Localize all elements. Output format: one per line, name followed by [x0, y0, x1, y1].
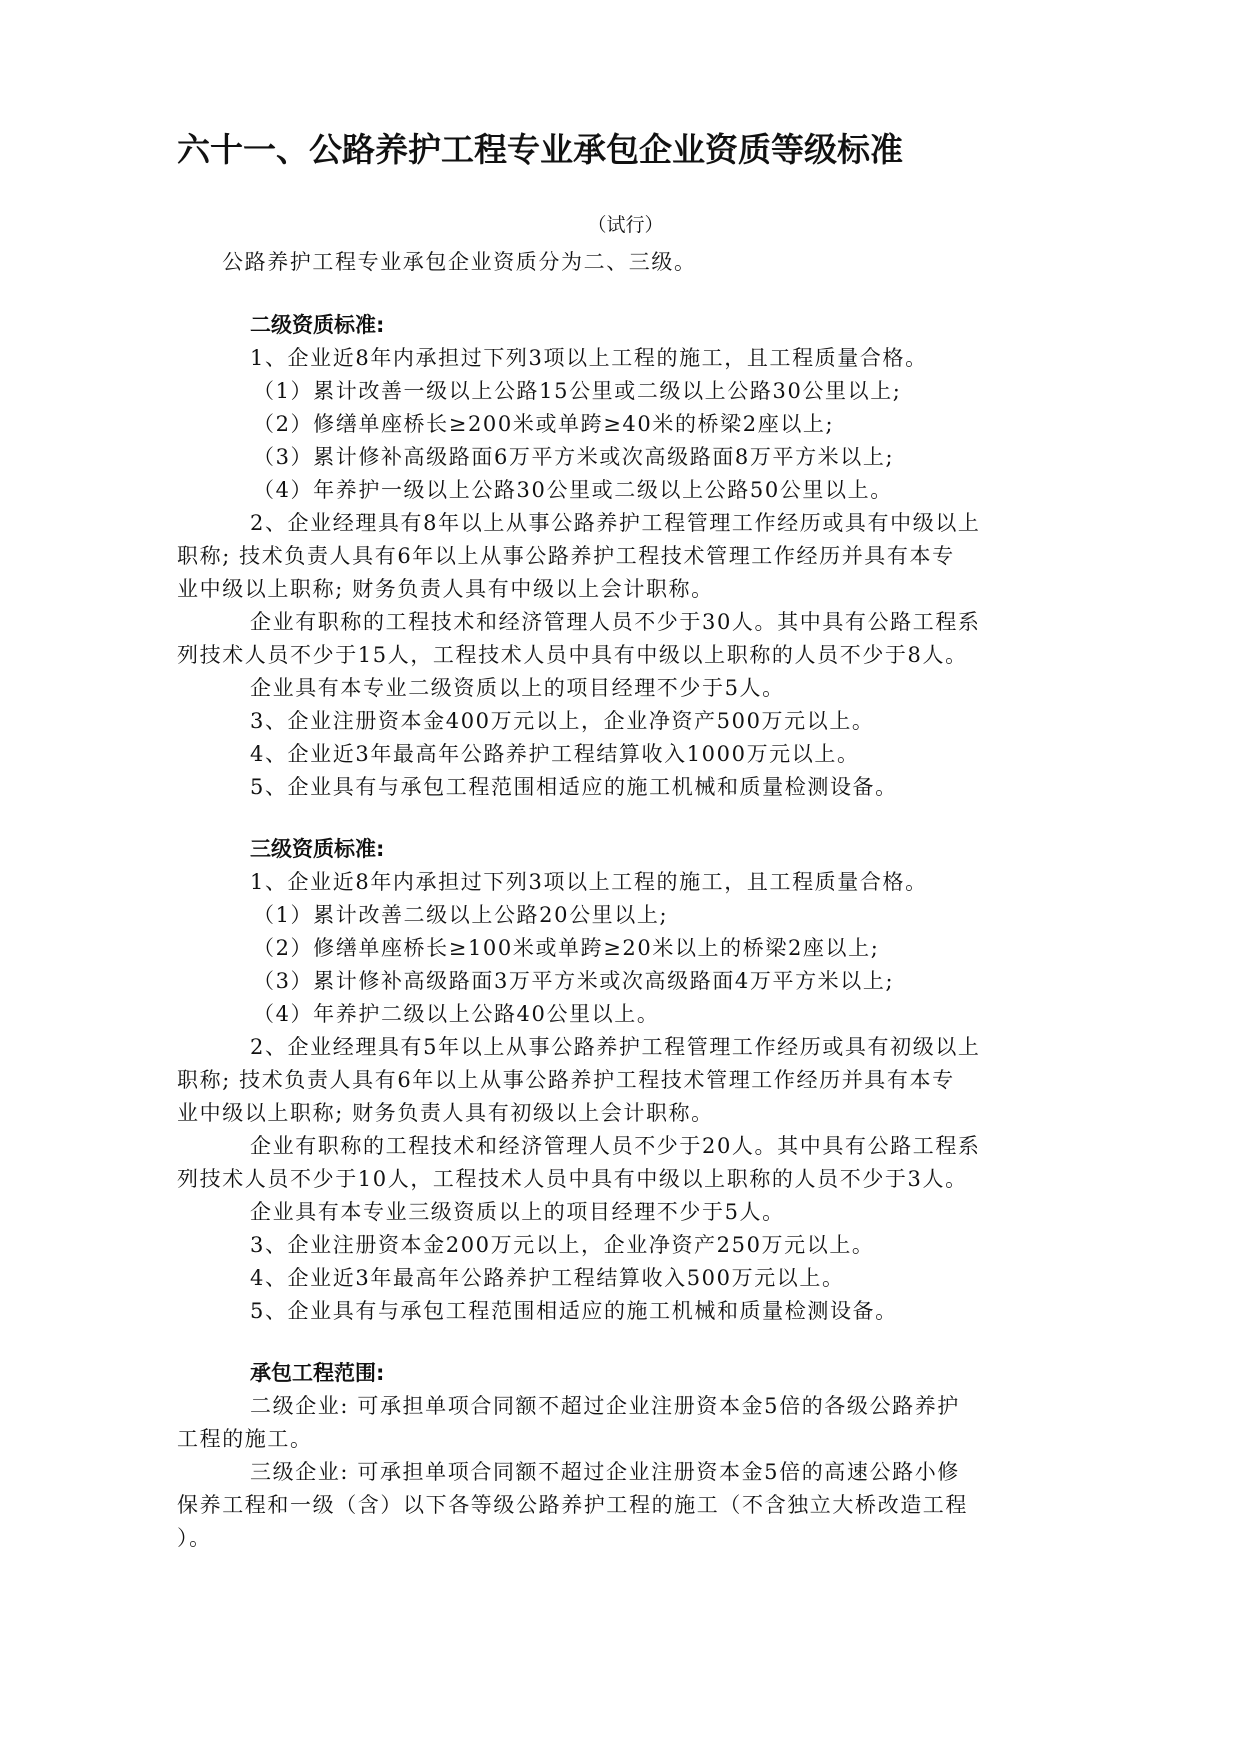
level2-line: 2、企业经理具有8年以上从事公路养护工程管理工作经历或具有中级以上 [250, 511, 981, 535]
scope-line: 三级企业: 可承担单项合同额不超过企业注册资本金5倍的高速公路小修 [250, 1460, 960, 1484]
level3-line: 业中级以上职称; 财务负责人具有初级以上会计职称。 [177, 1101, 714, 1125]
level2-line: 3、企业注册资本金400万元以上，企业净资产500万元以上。 [250, 709, 875, 733]
scope-heading: 承包工程范围: [250, 1361, 385, 1385]
level3-line: 列技术人员不少于10人，工程技术人员中具有中级以上职称的人员不少于3人。 [177, 1167, 968, 1191]
level3-line: 5、企业具有与承包工程范围相适应的施工机械和质量检测设备。 [250, 1299, 898, 1323]
level2-line: 业中级以上职称; 财务负责人具有中级以上会计职称。 [177, 577, 714, 601]
level3-line: 3、企业注册资本金200万元以上，企业净资产250万元以上。 [250, 1233, 875, 1257]
level3-line: （2）修缮单座桥长≥100米或单跨≥20米以上的桥梁2座以上; [253, 936, 880, 960]
level2-line: 4、企业近3年最高年公路养护工程结算收入1000万元以上。 [250, 742, 860, 766]
level3-line: 企业具有本专业三级资质以上的项目经理不少于5人。 [250, 1200, 785, 1224]
level2-line: （2）修缮单座桥长≥200米或单跨≥40米的桥梁2座以上; [253, 412, 835, 436]
level2-line: （3）累计修补高级路面6万平方米或次高级路面8万平方米以上; [253, 445, 895, 469]
scope-line: ）。 [177, 1526, 212, 1550]
level3-line: （1）累计改善二级以上公路20公里以上; [253, 903, 669, 927]
level3-line: 1、企业近8年内承担过下列3项以上工程的施工，且工程质量合格。 [250, 870, 928, 894]
level3-line: （4）年养护二级以上公路40公里以上。 [253, 1002, 660, 1026]
level2-heading: 二级资质标准: [250, 313, 385, 337]
level2-line: 企业具有本专业二级资质以上的项目经理不少于5人。 [250, 676, 785, 700]
level2-line: 1、企业近8年内承担过下列3项以上工程的施工，且工程质量合格。 [250, 346, 928, 370]
scope-line: 二级企业: 可承担单项合同额不超过企业注册资本金5倍的各级公路养护 [250, 1394, 960, 1418]
level2-line: 5、企业具有与承包工程范围相适应的施工机械和质量检测设备。 [250, 775, 898, 799]
intro-paragraph: 公路养护工程专业承包企业资质分为二、三级。 [222, 250, 697, 274]
level3-line: 2、企业经理具有5年以上从事公路养护工程管理工作经历或具有初级以上 [250, 1035, 981, 1059]
level2-line: 职称; 技术负责人具有6年以上从事公路养护工程技术管理工作经历并具有本专 [177, 544, 955, 568]
level3-line: 企业有职称的工程技术和经济管理人员不少于20人。其中具有公路工程系 [250, 1134, 981, 1158]
level3-heading: 三级资质标准: [250, 837, 385, 861]
level3-line: 职称; 技术负责人具有6年以上从事公路养护工程技术管理工作经历并具有本专 [177, 1068, 955, 1092]
level2-line: （1）累计改善一级以上公路15公里或二级以上公路30公里以上; [253, 379, 902, 403]
level3-line: （3）累计修补高级路面3万平方米或次高级路面4万平方米以上; [253, 969, 895, 993]
level2-line: 列技术人员不少于15人，工程技术人员中具有中级以上职称的人员不少于8人。 [177, 643, 968, 667]
scope-line: 工程的施工。 [177, 1427, 313, 1451]
page-subtitle: （试行） [587, 214, 664, 236]
page-title: 六十一、公路养护工程专业承包企业资质等级标准 [177, 130, 903, 169]
level2-line: （4）年养护一级以上公路30公里或二级以上公路50公里以上。 [253, 478, 893, 502]
level2-line: 企业有职称的工程技术和经济管理人员不少于30人。其中具有公路工程系 [250, 610, 981, 634]
scope-line: 保养工程和一级（含）以下各等级公路养护工程的施工（不含独立大桥改造工程 [177, 1493, 968, 1517]
level3-line: 4、企业近3年最高年公路养护工程结算收入500万元以上。 [250, 1266, 845, 1290]
